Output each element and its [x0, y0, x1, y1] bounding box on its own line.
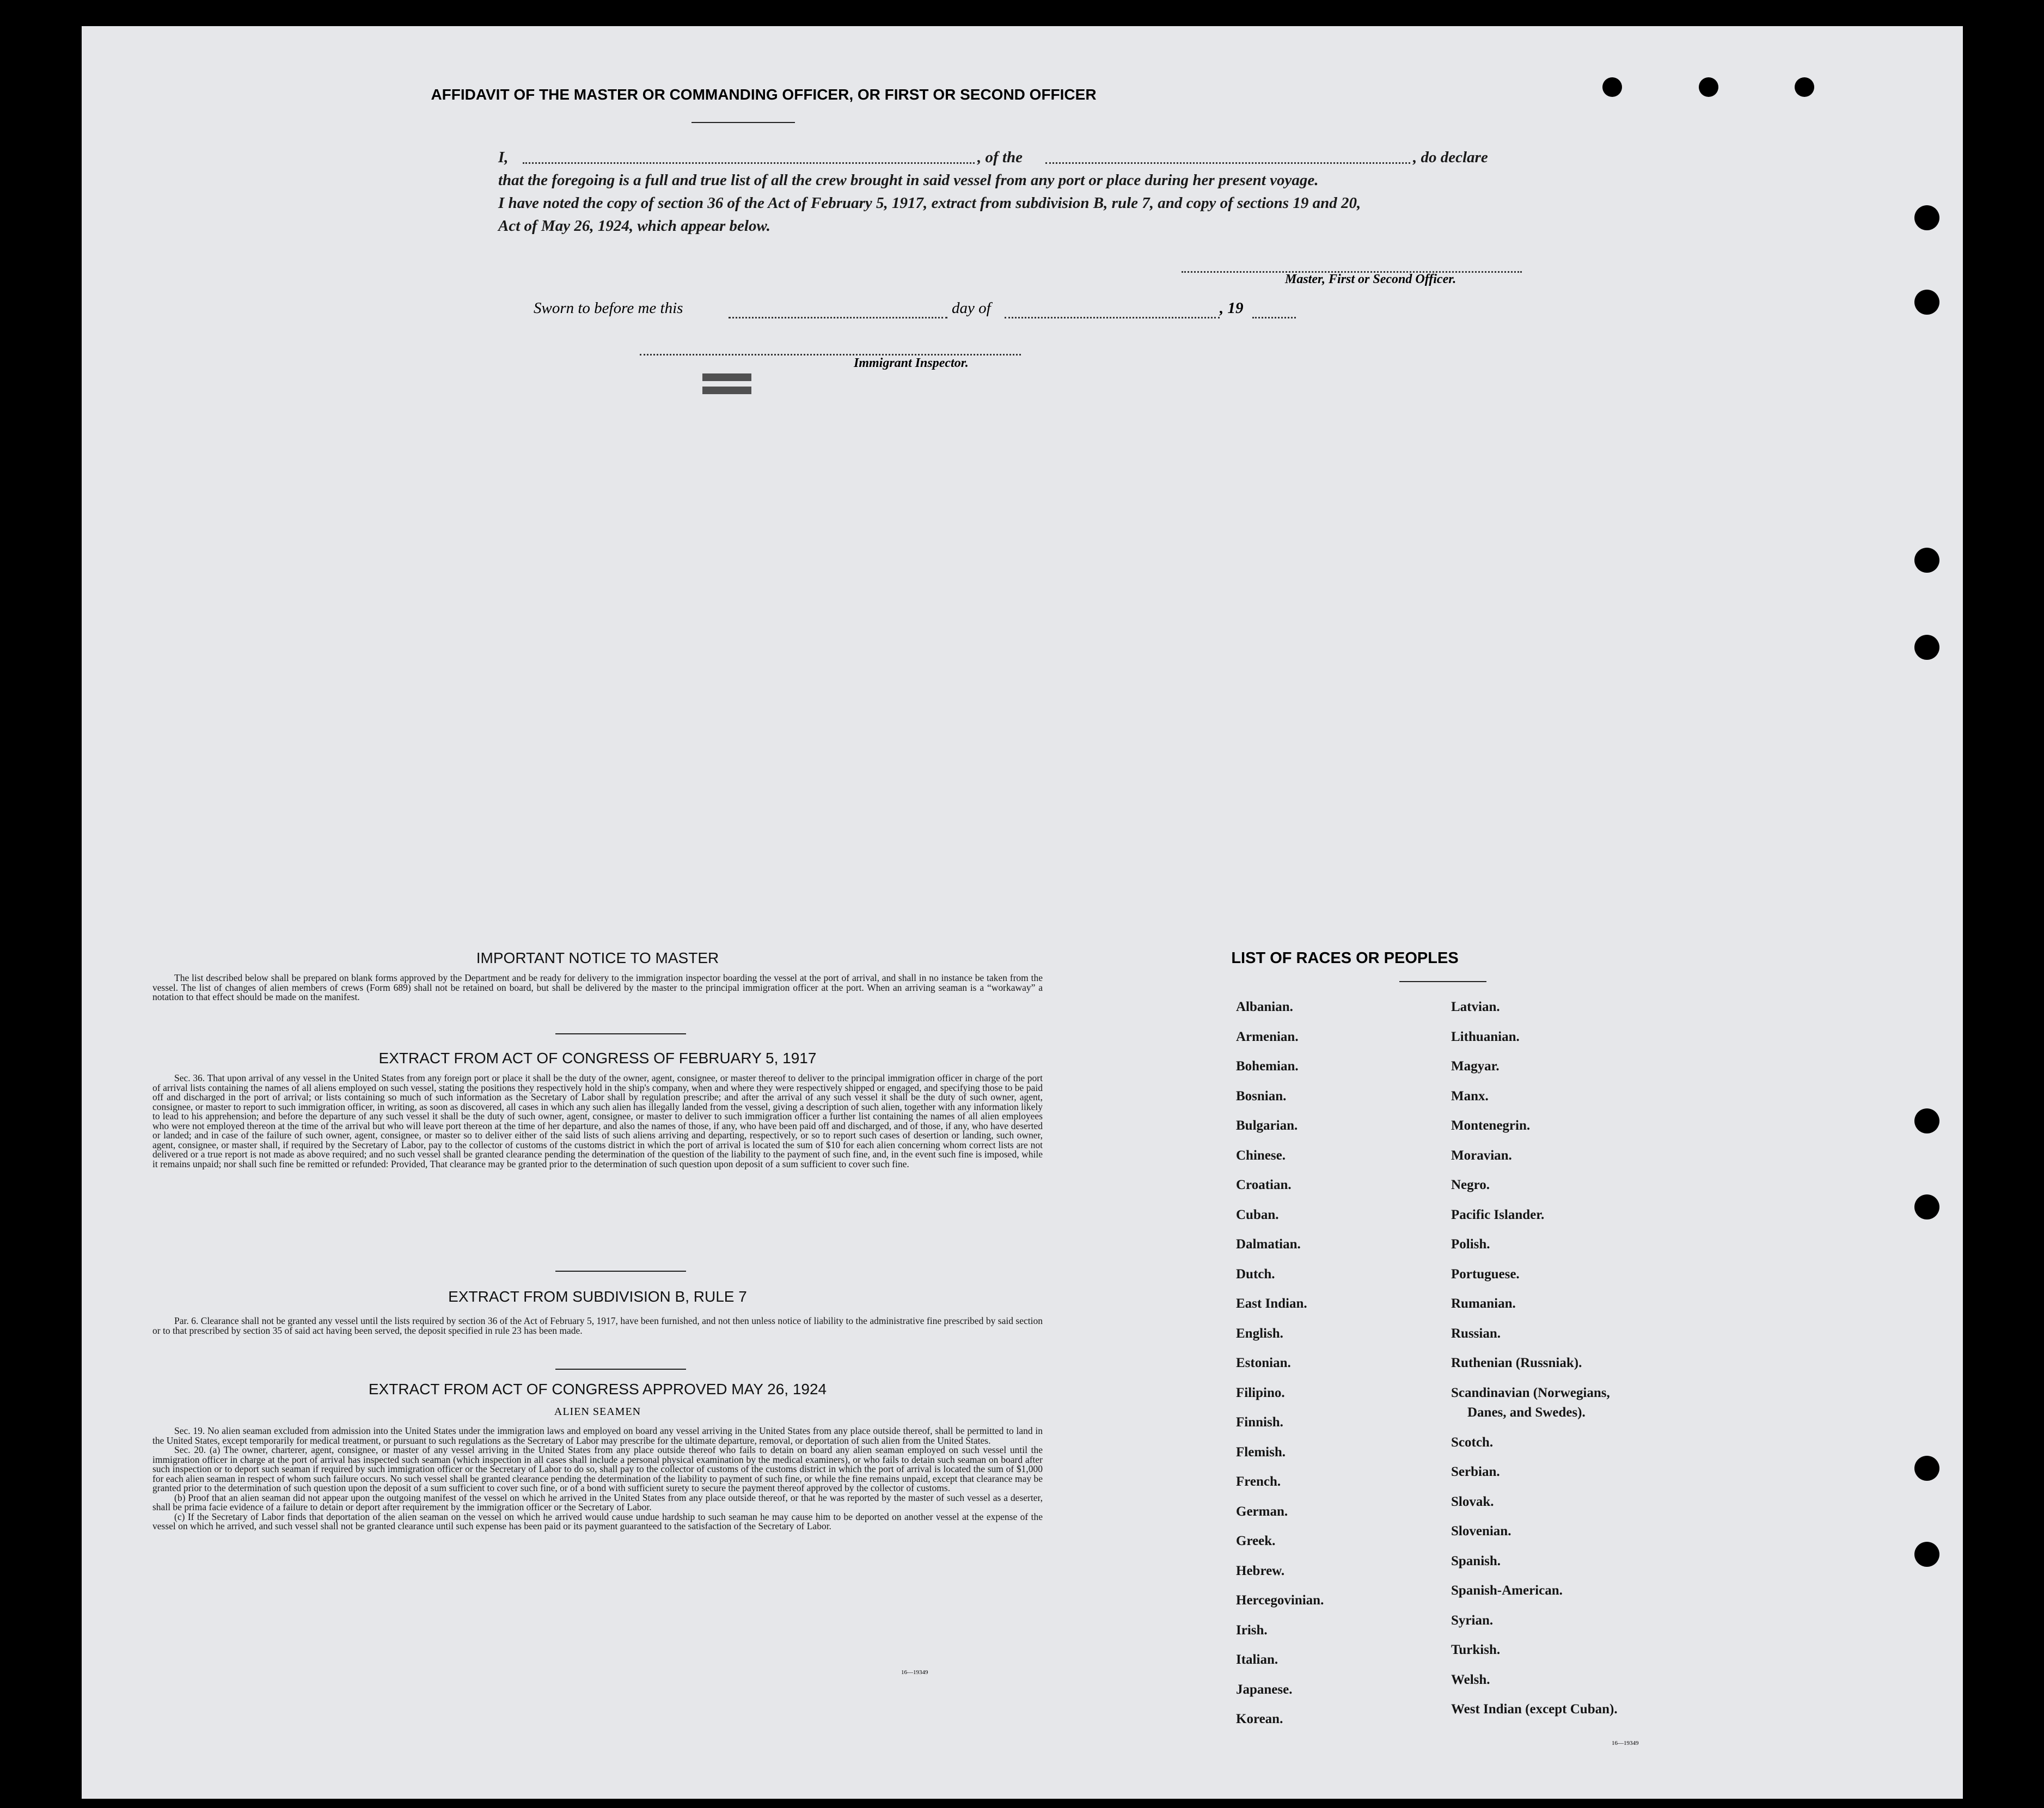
race-item: Spanish. — [1451, 1553, 1501, 1568]
race-item: Scotch. — [1451, 1435, 1494, 1450]
affidavit-line-2: that the foregoing is a full and true list of all the crew brought in said vessel from any port or place during her present voyage. — [498, 171, 1319, 189]
punch-hole — [1699, 77, 1718, 97]
race-item: Estonian. — [1236, 1356, 1291, 1370]
inspector-label: Immigrant Inspector. — [854, 356, 969, 370]
race-item: Welsh. — [1451, 1672, 1490, 1687]
notice-title: IMPORTANT NOTICE TO MASTER — [476, 949, 719, 966]
race-item: Hercegovinian. — [1236, 1593, 1324, 1608]
extract-1924-text — [152, 1426, 1043, 1531]
rule7-paragraph: Par. 6. Clearance shall not be granted any vessel until the lists required by section 36 of the Act of February 5, 1917, have been furnished, and not then unless notice of liability to the administrative fine prescribed by said section or to that prescribed by section 35 of said act having been served, the deposit specified in rule 23 has been made. — [152, 1315, 1043, 1336]
race-item: Scandinavian (Norwegians, — [1451, 1385, 1610, 1400]
race-item: Finnish. — [1236, 1415, 1283, 1430]
inspector-signature-line — [640, 348, 1021, 356]
races-form-number: 16—19349 — [1612, 1740, 1639, 1746]
punch-hole — [1795, 77, 1814, 97]
punch-hole — [1914, 1108, 1939, 1133]
section-divider — [555, 1271, 686, 1272]
race-item: Flemish. — [1236, 1444, 1286, 1460]
race-item: Japanese. — [1236, 1682, 1293, 1697]
race-item: Albanian. — [1236, 1000, 1293, 1014]
name-blank — [523, 150, 975, 164]
race-item: Cuban. — [1236, 1207, 1279, 1222]
race-item: Negro. — [1451, 1178, 1490, 1192]
punch-hole — [1602, 77, 1622, 97]
sec20b-paragraph: (b) Proof that an alien seaman did not appear upon the outgoing manifest of the vessel on which he arrived in the United States from any place outside thereof, or that he was reported by the master of such vessel as a deserter, shall be prima facie evidence of a failure to detain or deport after requirement by the immigration officer or the Secretary of Labor. — [152, 1492, 1043, 1512]
race-item: Korean. — [1236, 1712, 1283, 1726]
section-divider — [555, 1033, 686, 1034]
affidavit-line-4: Act of May 26, 1924, which appear below. — [498, 217, 770, 235]
race-item: Italian. — [1236, 1652, 1278, 1667]
race-item: Chinese. — [1236, 1148, 1286, 1163]
sworn-day-blank — [729, 305, 947, 318]
race-item: Russian. — [1451, 1326, 1501, 1341]
race-item: Croatian. — [1236, 1178, 1292, 1192]
day-of-label: day of — [952, 299, 991, 317]
punch-hole — [1914, 635, 1939, 660]
ink-smudge — [702, 387, 751, 394]
race-item: Greek. — [1236, 1534, 1276, 1548]
document-page — [82, 26, 1963, 1799]
race-item: Armenian. — [1236, 1029, 1299, 1044]
extract-1917-title: EXTRACT FROM ACT OF CONGRESS OF FEBRUARY 5, 1917 — [378, 1050, 817, 1067]
form-number: 16—19349 — [901, 1669, 928, 1676]
race-item: Magyar. — [1451, 1059, 1500, 1074]
race-item: Pacific Islander. — [1451, 1207, 1545, 1222]
race-item: Filipino. — [1236, 1385, 1285, 1400]
do-declare-label: , do declare — [1413, 149, 1488, 166]
race-item: Montenegrin. — [1451, 1118, 1531, 1133]
race-item: Dalmatian. — [1236, 1237, 1301, 1252]
race-item: Slovak. — [1451, 1494, 1494, 1509]
race-item: Portuguese. — [1451, 1266, 1520, 1282]
extract-1924-title: EXTRACT FROM ACT OF CONGRESS APPROVED MAY 26, 1924 — [368, 1381, 827, 1398]
race-item: English. — [1236, 1326, 1283, 1341]
race-item: Hebrew. — [1236, 1563, 1285, 1578]
race-item: Ruthenian (Russniak). — [1451, 1356, 1582, 1370]
race-item: Slovenian. — [1451, 1524, 1511, 1539]
race-item: East Indian. — [1236, 1296, 1307, 1311]
extract-1917-paragraph: Sec. 36. That upon arrival of any vessel in the United States from any foreign port or place it shall be the duty of the owner, agent, consignee, or master thereof to deliver to the principal immigration officer in charge of the port of arrival lists containing the names of all aliens employed on such vessel, stating the positions they respectively hold in the ship's company, when and where they were respectively shipped or engaged, and specifying those to be paid off and discharged in the port of arrival; or lists containing so much of such information as the Secretary of Labor shall by regulation prescribe; and after the arrival of any such vessel it shall be the duty of such owner, agent, consignee, or master to report to such immigration officer, in writing, as soon as discovered, all cases in which any such alien has illegally landed from the vessel, giving a description of such alien, together with any information likely to lead to his apprehension; and before the departure of any such vessel it shall be the duty of such owner, agent, consignee, or master to deliver to such immigration officer a further list containing the names of all alien employees who were not employed thereon at the time of the arrival but who will leave port thereon at the time of her departure, and also the names of those, if any, who have been paid off and discharged, and of those, if any, who have deserted or landed; and in case of the failure of such owner, agent, consignee, or master so to deliver either of the said lists of such aliens arriving and departing, respectively, or so to report such cases of desertion or landing, such owner, agent, consignee, or master shall, if required by the Secretary of Labor, pay to the collector of customs of the customs district in which the port of arrival is located the sum of $10 for each alien concerning whom correct lists are not delivered or a true report is not made as above required; and no such vessel shall be granted clearance pending the determination of the question of the liability to the payment of such fine, and, in the event such fine is imposed, while it remains unpaid; nor shall such fine be remitted or refunded: Provided, That clearance may be granted prior to the determination of such question upon deposit of a sum sufficient to cover such fine. — [152, 1072, 1043, 1169]
race-item: Moravian. — [1451, 1148, 1512, 1163]
punch-hole — [1914, 1542, 1939, 1567]
master-label: Master, First or Second Officer. — [1285, 272, 1456, 286]
vessel-blank — [1045, 150, 1410, 164]
sworn-month-blank — [1005, 305, 1220, 318]
section-divider — [555, 1369, 686, 1370]
punch-hole — [1914, 548, 1939, 573]
of-the-label: , of the — [977, 149, 1023, 166]
race-item: Bohemian. — [1236, 1059, 1299, 1074]
race-item: Turkish. — [1451, 1642, 1501, 1657]
title-divider — [691, 122, 795, 123]
race-item: Spanish-American. — [1451, 1583, 1563, 1598]
affidavit-body — [498, 146, 1546, 237]
races-title: LIST OF RACES OR PEOPLES — [1231, 949, 1459, 967]
race-item: Syrian. — [1451, 1613, 1494, 1628]
notice-paragraph: The list described below shall be prepared on blank forms approved by the Department and be ready for delivery to the immigration inspector boarding the vessel at the port of arrival, and shall in no instance be taken from the vessel. The list of changes of alien members of crews (Form 689) shall not be retained on board, but shall be delivered by the master to the principal immigration officer at the port. When an arriving seaman is a “workaway” a notation to that effect should be made on the manifest. — [152, 972, 1043, 1002]
race-item: French. — [1236, 1474, 1281, 1489]
race-item: Lithuanian. — [1451, 1029, 1520, 1044]
race-item: Danes, and Swedes). — [1467, 1405, 1586, 1420]
race-item: West Indian (except Cuban). — [1451, 1702, 1618, 1717]
punch-hole — [1914, 290, 1939, 315]
punch-hole — [1914, 205, 1939, 230]
punch-hole — [1914, 1456, 1939, 1481]
year-blank — [1252, 305, 1296, 318]
year-label: , 19 — [1220, 299, 1244, 317]
race-item: Serbian. — [1451, 1464, 1500, 1479]
race-item: Dutch. — [1236, 1266, 1275, 1282]
rule7-text — [152, 1316, 1043, 1335]
race-item: Bulgarian. — [1236, 1118, 1298, 1133]
race-item: Bosnian. — [1236, 1088, 1287, 1104]
sworn-label: Sworn to before me this — [534, 299, 683, 317]
affidavit-line-3: I have noted the copy of section 36 of the Act of February 5, 1917, extract from subdivision B, rule 7, and copy of sections 19 and 20, — [498, 194, 1361, 212]
sec20a-paragraph: Sec. 20. (a) The owner, charterer, agent, consignee, or master of any vessel arriving in the United States from any place outside thereof who fails to detain on board any alien seaman employed on such vessel until the immigration officer in charge at the port of arrival has inspected such seaman (which inspection in all cases shall include a personal physical examination by the medical examiners), or who fails to detain such seaman on board after such inspection or to deport such seaman if required by such immigration officer or the Secretary of Labor to do so, shall pay to the collector of customs of the customs district in which the port of arrival is located the sum of $1,000 for each alien seaman in respect of whom such failure occurs. No such vessel shall be granted clearance pending the determination of the liability to payment of such fine, or while the fine remains unpaid, except that clearance may be granted prior to the determination of such question upon the deposit of a sum sufficient to cover such fine, or of a bond with sufficient surety to secure the payment thereof approved by the collector of customs. — [152, 1444, 1043, 1493]
alien-seamen-subtitle: ALIEN SEAMEN — [554, 1406, 641, 1418]
race-item: German. — [1236, 1504, 1288, 1519]
affidavit-title: AFFIDAVIT OF THE MASTER OR COMMANDING OFFICER, OR FIRST OR SECOND OFFICER — [431, 86, 1097, 103]
race-item: Latvian. — [1451, 1000, 1500, 1014]
notice-text — [152, 973, 1043, 1002]
sec19-paragraph: Sec. 19. No alien seaman excluded from admission into the United States under the immigration laws and employed on board any vessel arriving in the United States from any place outside thereof, shall be permitted to land in the United States, except temporarily for medical treatment, or pursuant to such regulations as the Secretary of Labor may prescribe for the ultimate departure, removal, or deportation of such alien from the United States. — [152, 1425, 1043, 1446]
affidavit-i-label: I, — [498, 149, 509, 166]
ink-smudge — [702, 373, 751, 381]
sec20c-paragraph: (c) If the Secretary of Labor finds that deportation of the alien seaman on the vessel on which he arrived would cause undue hardship to such seaman he may cause him to be deported on another vessel at the expense of the vessel on which he arrived, and such vessel shall not be granted clearance until such expense has been paid or its payment guaranteed to the satisfaction of the Secretary of Labor. — [152, 1511, 1043, 1531]
rule7-title: EXTRACT FROM SUBDIVISION B, RULE 7 — [448, 1288, 747, 1305]
extract-1917-text — [152, 1074, 1043, 1169]
race-item: Polish. — [1451, 1237, 1490, 1252]
race-item: Irish. — [1236, 1622, 1268, 1638]
punch-hole — [1914, 1194, 1939, 1219]
races-divider — [1399, 981, 1486, 982]
race-item: Manx. — [1451, 1088, 1489, 1104]
race-item: Rumanian. — [1451, 1296, 1516, 1311]
